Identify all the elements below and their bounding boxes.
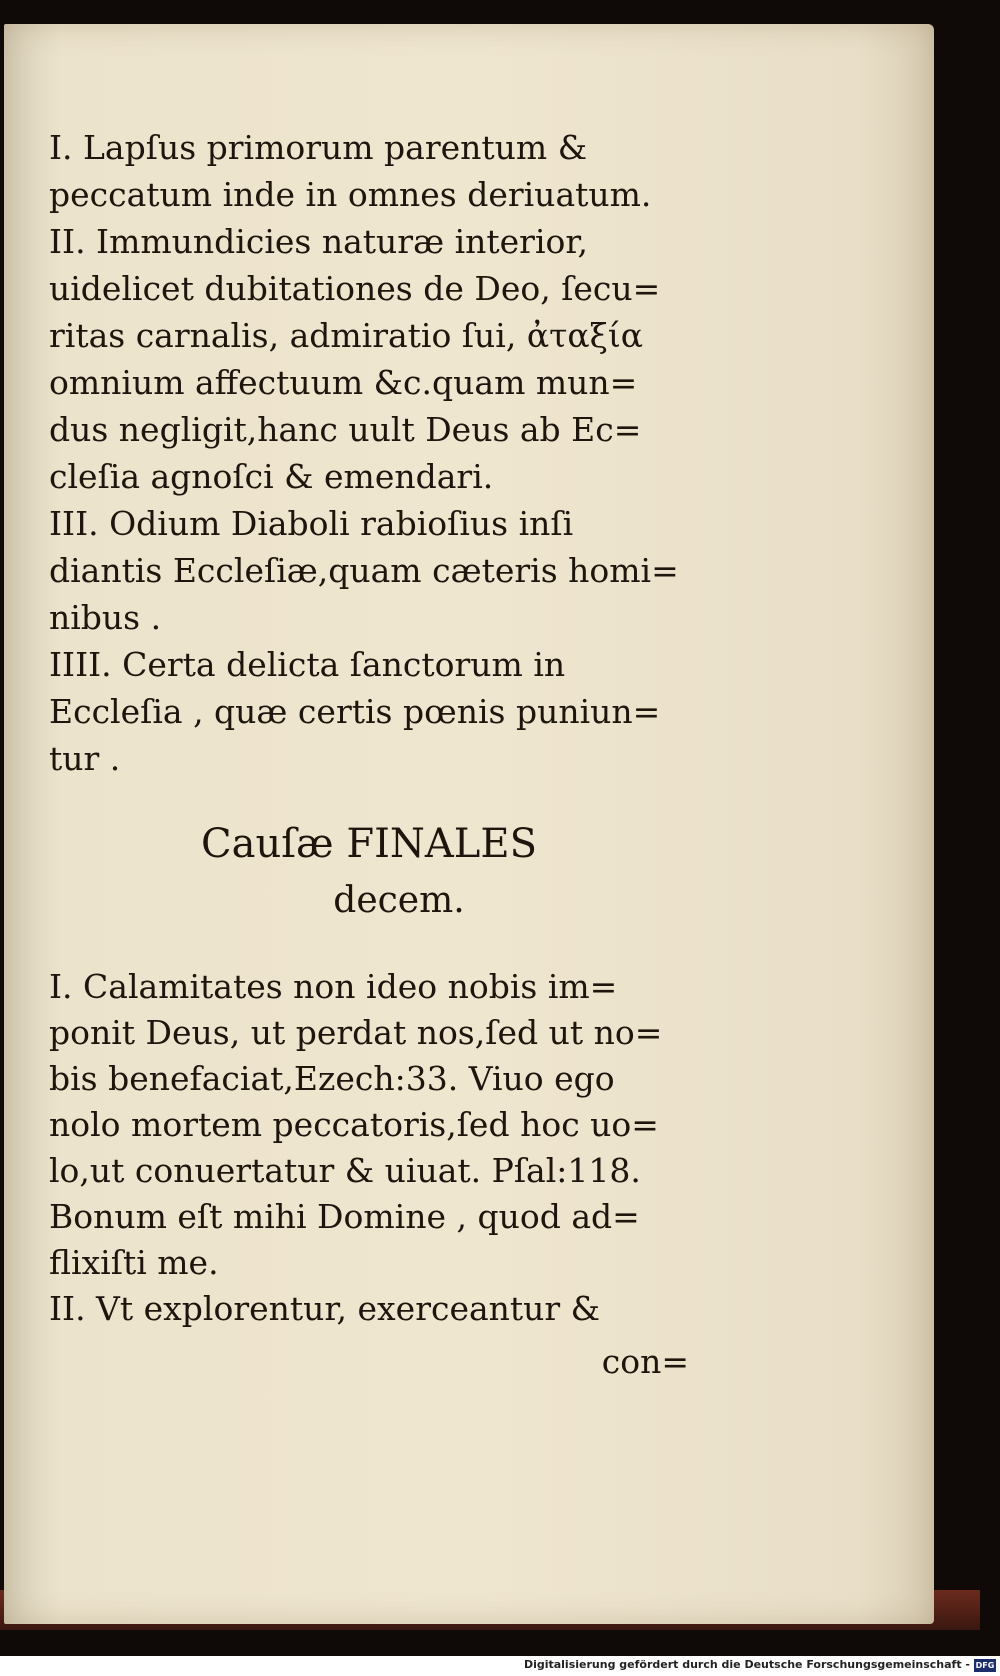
text-line: diantis Eccleſiæ,quam cæteris homi= <box>49 551 679 590</box>
text-line: bis benefaciat,Ezech:33. Viuo ego <box>49 1059 615 1098</box>
book-page <box>4 24 934 1624</box>
text-line: I. Calamitates non ideo nobis im= <box>49 967 618 1006</box>
text-line: nolo mortem peccatoris,ſed hoc uo= <box>49 1105 659 1144</box>
text-line: II. Immundicies naturæ interior, <box>49 222 589 261</box>
text-line: lo,ut conuertatur & uiuat. Pſal:118. <box>49 1151 641 1190</box>
text-line: Eccleſia , quæ certis pœnis puniun= <box>49 692 661 731</box>
text-line: I. Lapſus primorum parentum & <box>49 128 588 167</box>
text-line: ponit Deus, ut perdat nos,ſed ut no= <box>49 1013 663 1052</box>
dfg-logo-icon: DFG <box>975 1661 995 1670</box>
text-line: Bonum eſt mihi Domine , quod ad= <box>49 1197 640 1236</box>
text-line: ritas carnalis, admiratio ſui, ἀταξία <box>49 316 644 355</box>
footer-credit-text: Digitalisierung gefördert durch die Deutsche Forschungsgemeinschaft - <box>523 1658 970 1671</box>
section-subheading: decem. <box>333 880 465 921</box>
text-line: nibus . <box>49 598 162 637</box>
text-line: peccatum inde in omnes deriuatum. <box>49 175 652 214</box>
digitization-footer <box>0 1656 1000 1676</box>
causes-list-section <box>49 124 689 782</box>
text-line: cleſia agnoſci & emendari. <box>49 457 494 496</box>
text-line: dus negligit,hanc uult Deus ab Ec= <box>49 410 642 449</box>
text-line: uidelicet dubitationes de Deo, ſecu= <box>49 269 661 308</box>
text-line: omnium affectuum &c.quam mun= <box>49 363 638 402</box>
text-line: flixiſti me. <box>49 1243 219 1282</box>
text-line: IIII. Certa delicta ſanctorum in <box>49 645 566 684</box>
final-causes-section <box>49 964 689 1332</box>
text-line: II. Vt explorentur, exerceantur & <box>49 1289 601 1328</box>
section-heading: Cauſæ FINALES <box>201 821 537 867</box>
text-line: III. Odium Diaboli rabioſius inſi <box>49 504 574 543</box>
catchword: con= <box>601 1342 689 1381</box>
text-line: tur . <box>49 739 121 778</box>
